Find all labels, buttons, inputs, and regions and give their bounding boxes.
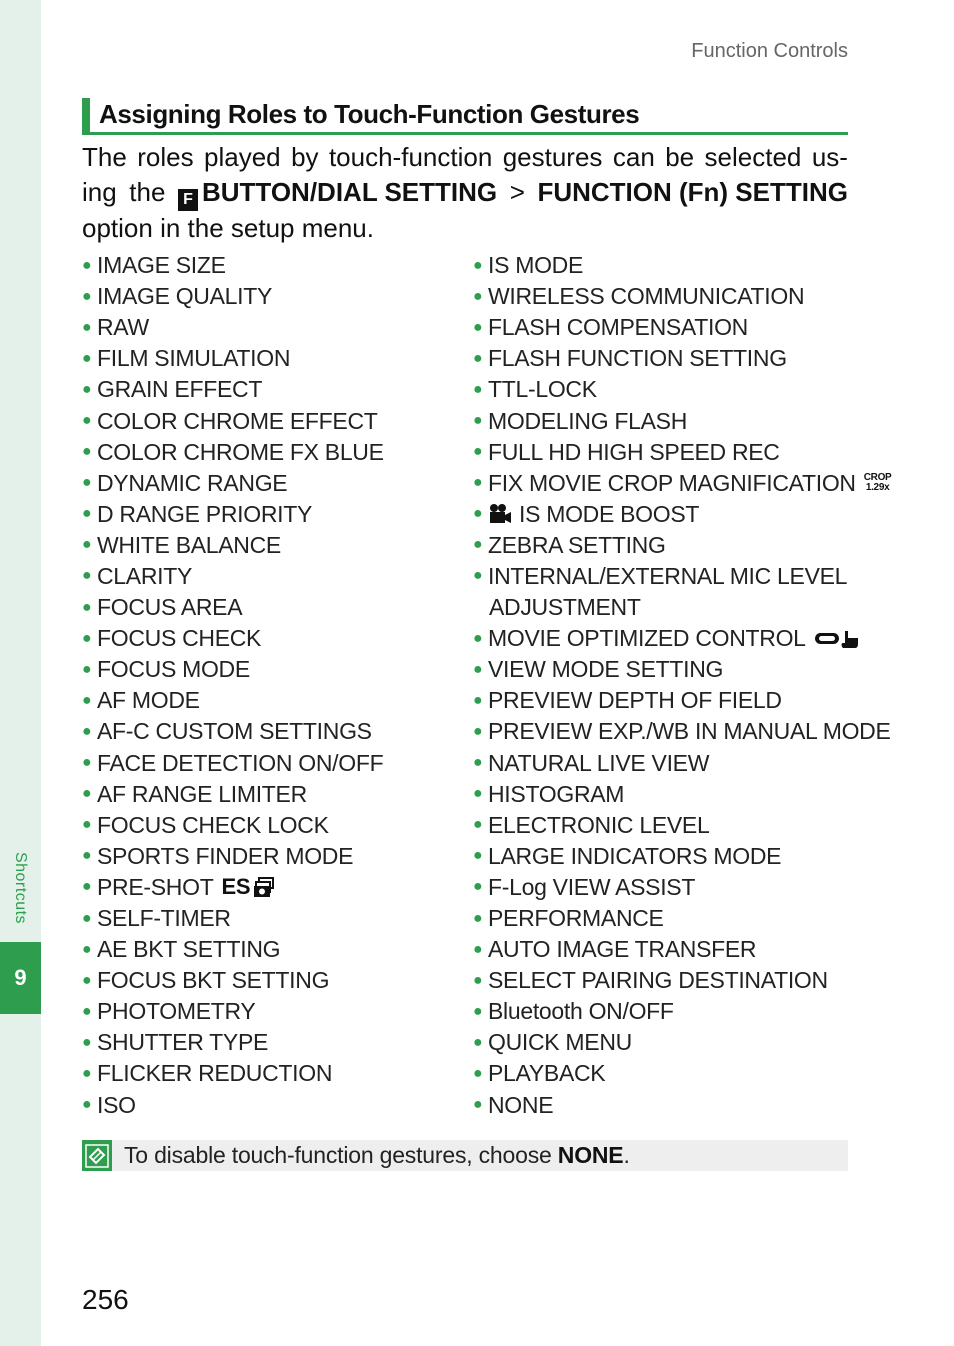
- list-item: ● NATURAL LIVE VIEW: [473, 749, 710, 776]
- bullet-icon: ●: [82, 847, 92, 865]
- list-item: ● ZEBRA SETTING: [473, 531, 666, 558]
- bullet-icon: ●: [82, 287, 92, 305]
- list-item: ● Bluetooth ON/OFF: [473, 998, 674, 1025]
- fn-button-icon: F: [178, 189, 198, 211]
- list-item: ● FULL HD HIGH SPEED REC: [473, 438, 780, 465]
- bullet-icon: ●: [473, 443, 483, 461]
- movie-optimized-control-icon: [814, 628, 862, 650]
- list-item: ● AUTO IMAGE TRANSFER: [473, 936, 757, 963]
- list-item: ● IS MODE BOOST: [473, 500, 700, 527]
- bullet-icon: ●: [473, 1064, 483, 1082]
- bullet-icon: ●: [82, 318, 92, 336]
- list-item-continuation: ADJUSTMENT: [489, 594, 641, 621]
- list-item: ● ELECTRONIC LEVEL: [473, 811, 710, 838]
- bullet-icon: ●: [82, 349, 92, 367]
- list-item: ● AE BKT SETTING: [82, 936, 281, 963]
- list-item: ● VIEW MODE SETTING: [473, 656, 724, 683]
- bullet-icon: ●: [82, 940, 92, 958]
- bullet-icon: ●: [473, 505, 483, 523]
- list-item: ● FOCUS BKT SETTING: [82, 967, 330, 994]
- bullet-icon: ●: [82, 1033, 92, 1051]
- list-item: ● FILM SIMULATION: [82, 345, 291, 372]
- bullet-icon: ●: [473, 256, 483, 274]
- list-item: ● FACE DETECTION ON/OFF: [82, 749, 384, 776]
- list-item: ● IS MODE: [473, 252, 584, 279]
- list-item: ● FOCUS CHECK LOCK: [82, 811, 329, 838]
- list-item: ● FOCUS MODE: [82, 656, 250, 683]
- function-list-left: [82, 250, 384, 1121]
- bullet-icon: ●: [82, 505, 92, 523]
- bullet-icon: ●: [82, 878, 92, 896]
- intro-paragraph: [82, 140, 848, 245]
- list-item: ● NONE: [473, 1091, 554, 1118]
- list-item: ● COLOR CHROME EFFECT: [82, 407, 378, 434]
- bullet-icon: ●: [82, 754, 92, 772]
- bullet-icon: ●: [473, 909, 483, 927]
- list-item: ● FIX MOVIE CROP MAGNIFICATION CROP 1.29x: [473, 469, 892, 496]
- bullet-icon: ●: [473, 816, 483, 834]
- list-item: ● FLASH COMPENSATION: [473, 314, 748, 341]
- bullet-icon: ●: [473, 287, 483, 305]
- section-tab-label: Shortcuts: [12, 851, 29, 925]
- list-item: ● PLAYBACK: [473, 1060, 606, 1087]
- bullet-icon: ●: [82, 660, 92, 678]
- list-item: ● PREVIEW DEPTH OF FIELD: [473, 687, 782, 714]
- bullet-icon: ●: [82, 629, 92, 647]
- bullet-icon: ●: [473, 660, 483, 678]
- list-item: ● FLASH FUNCTION SETTING: [473, 345, 787, 372]
- list-item: ● D RANGE PRIORITY: [82, 500, 313, 527]
- intro-line-3: option in the setup menu.: [82, 212, 374, 243]
- bullet-icon: ●: [82, 443, 92, 461]
- bullet-icon: ●: [82, 567, 92, 585]
- menu-path-function-setting: FUNCTION (Fn) SETTING: [537, 176, 848, 207]
- bullet-icon: ●: [473, 940, 483, 958]
- list-item: ● PREVIEW EXP./WB IN MANUAL MODE: [473, 718, 891, 745]
- list-item: ● COLOR CHROME FX BLUE: [82, 438, 384, 465]
- bullet-icon: ●: [82, 474, 92, 492]
- crop-magnification-icon: CROP 1.29x: [863, 472, 892, 494]
- list-item: ● MODELING FLASH: [473, 407, 688, 434]
- bullet-icon: ●: [473, 1096, 483, 1114]
- bullet-icon: ●: [473, 878, 483, 896]
- bullet-icon: ●: [473, 785, 483, 803]
- bullet-icon: ●: [473, 474, 483, 492]
- list-item: ● TTL-LOCK: [473, 376, 597, 403]
- list-item: ● SELF-TIMER: [82, 905, 231, 932]
- intro-line-1: The roles played by touch-function gestures can be selected us-: [82, 142, 848, 172]
- list-item: ● AF RANGE LIMITER: [82, 780, 307, 807]
- bullet-icon: ●: [473, 536, 483, 554]
- section-title-text: Assigning Roles to Touch-Function Gestures: [99, 99, 640, 129]
- list-item: ● PERFORMANCE: [473, 905, 664, 932]
- list-item: ● QUICK MENU: [473, 1029, 632, 1056]
- bullet-icon: ●: [82, 256, 92, 274]
- list-item: ● SPORTS FINDER MODE: [82, 842, 354, 869]
- list-item: ● MOVIE OPTIMIZED CONTROL: [473, 623, 891, 654]
- bullet-icon: ●: [82, 785, 92, 803]
- bullet-icon: ●: [473, 754, 483, 772]
- bullet-icon: ●: [82, 909, 92, 927]
- list-item: ● INTERNAL/EXTERNAL MIC LEVEL: [473, 562, 848, 589]
- menu-path-separator: >: [509, 176, 525, 207]
- list-item: ● SELECT PAIRING DESTINATION: [473, 967, 828, 994]
- bullet-icon: ●: [82, 412, 92, 430]
- list-item: ● RAW: [82, 314, 149, 341]
- running-head: Function Controls: [691, 40, 848, 62]
- intro-line-2: ing the F BUTTON/DIAL SETTING > FUNCTION (Fn) SETTING: [82, 175, 848, 211]
- bullet-icon: ●: [82, 1002, 92, 1020]
- note-box: [82, 1140, 848, 1171]
- list-item: ● WHITE BALANCE: [82, 531, 281, 558]
- bullet-icon: ●: [82, 536, 92, 554]
- list-item: ● DYNAMIC RANGE: [82, 469, 288, 496]
- list-item: ● AF MODE: [82, 687, 200, 714]
- list-item: ● PRE-SHOT ES: [82, 872, 384, 903]
- list-item: ● GRAIN EFFECT: [82, 376, 263, 403]
- note-pencil-icon: [82, 1140, 112, 1171]
- bullet-icon: ●: [473, 349, 483, 367]
- list-item: ● IMAGE QUALITY: [82, 283, 273, 310]
- bullet-icon: ●: [82, 380, 92, 398]
- function-list-right: [473, 250, 891, 1121]
- bullet-icon: ●: [473, 1002, 483, 1020]
- list-item: ● FOCUS CHECK: [82, 625, 262, 652]
- list-item: ● CLARITY: [82, 562, 193, 589]
- list-item: ● LARGE INDICATORS MODE: [473, 842, 782, 869]
- movie-camera-icon: [488, 503, 512, 525]
- list-item: ● SHUTTER TYPE: [82, 1029, 269, 1056]
- list-item: ● IMAGE SIZE: [82, 252, 226, 279]
- bullet-icon: ●: [82, 722, 92, 740]
- bullet-icon: ●: [473, 847, 483, 865]
- page-number: 256: [82, 1284, 129, 1315]
- list-item: ● AF-C CUSTOM SETTINGS: [82, 718, 372, 745]
- list-item: ● WIRELESS COMMUNICATION: [473, 283, 805, 310]
- list-item: ● FOCUS AREA: [82, 594, 243, 621]
- bullet-icon: ●: [473, 567, 483, 585]
- side-strip: [0, 0, 41, 1346]
- bullet-icon: ●: [82, 971, 92, 989]
- bullet-icon: ●: [473, 412, 483, 430]
- bullet-icon: ●: [82, 1096, 92, 1114]
- chapter-tab: 9: [0, 942, 41, 1014]
- list-item: ● F-Log VIEW ASSIST: [473, 873, 696, 900]
- bullet-icon: ●: [473, 318, 483, 336]
- list-item: ● FLICKER REDUCTION: [82, 1060, 333, 1087]
- list-item: ● HISTOGRAM: [473, 780, 625, 807]
- bullet-icon: ●: [82, 691, 92, 709]
- bullet-icon: ●: [82, 816, 92, 834]
- bullet-icon: ●: [82, 1064, 92, 1082]
- bullet-icon: ●: [473, 629, 483, 647]
- menu-path-button-dial: F BUTTON/DIAL SETTING: [178, 175, 497, 211]
- bullet-icon: ●: [82, 598, 92, 616]
- note-text: To disable touch-function gestures, choose NONE.: [124, 1142, 630, 1168]
- section-heading: [82, 98, 848, 135]
- list-item: ● PHOTOMETRY: [82, 998, 256, 1025]
- bullet-icon: ●: [473, 722, 483, 740]
- pre-shot-icon: ES: [221, 874, 279, 900]
- bullet-icon: ●: [473, 380, 483, 398]
- bullet-icon: ●: [473, 971, 483, 989]
- bullet-icon: ●: [473, 1033, 483, 1051]
- bullet-icon: ●: [473, 691, 483, 709]
- list-item: ● ISO: [82, 1091, 136, 1118]
